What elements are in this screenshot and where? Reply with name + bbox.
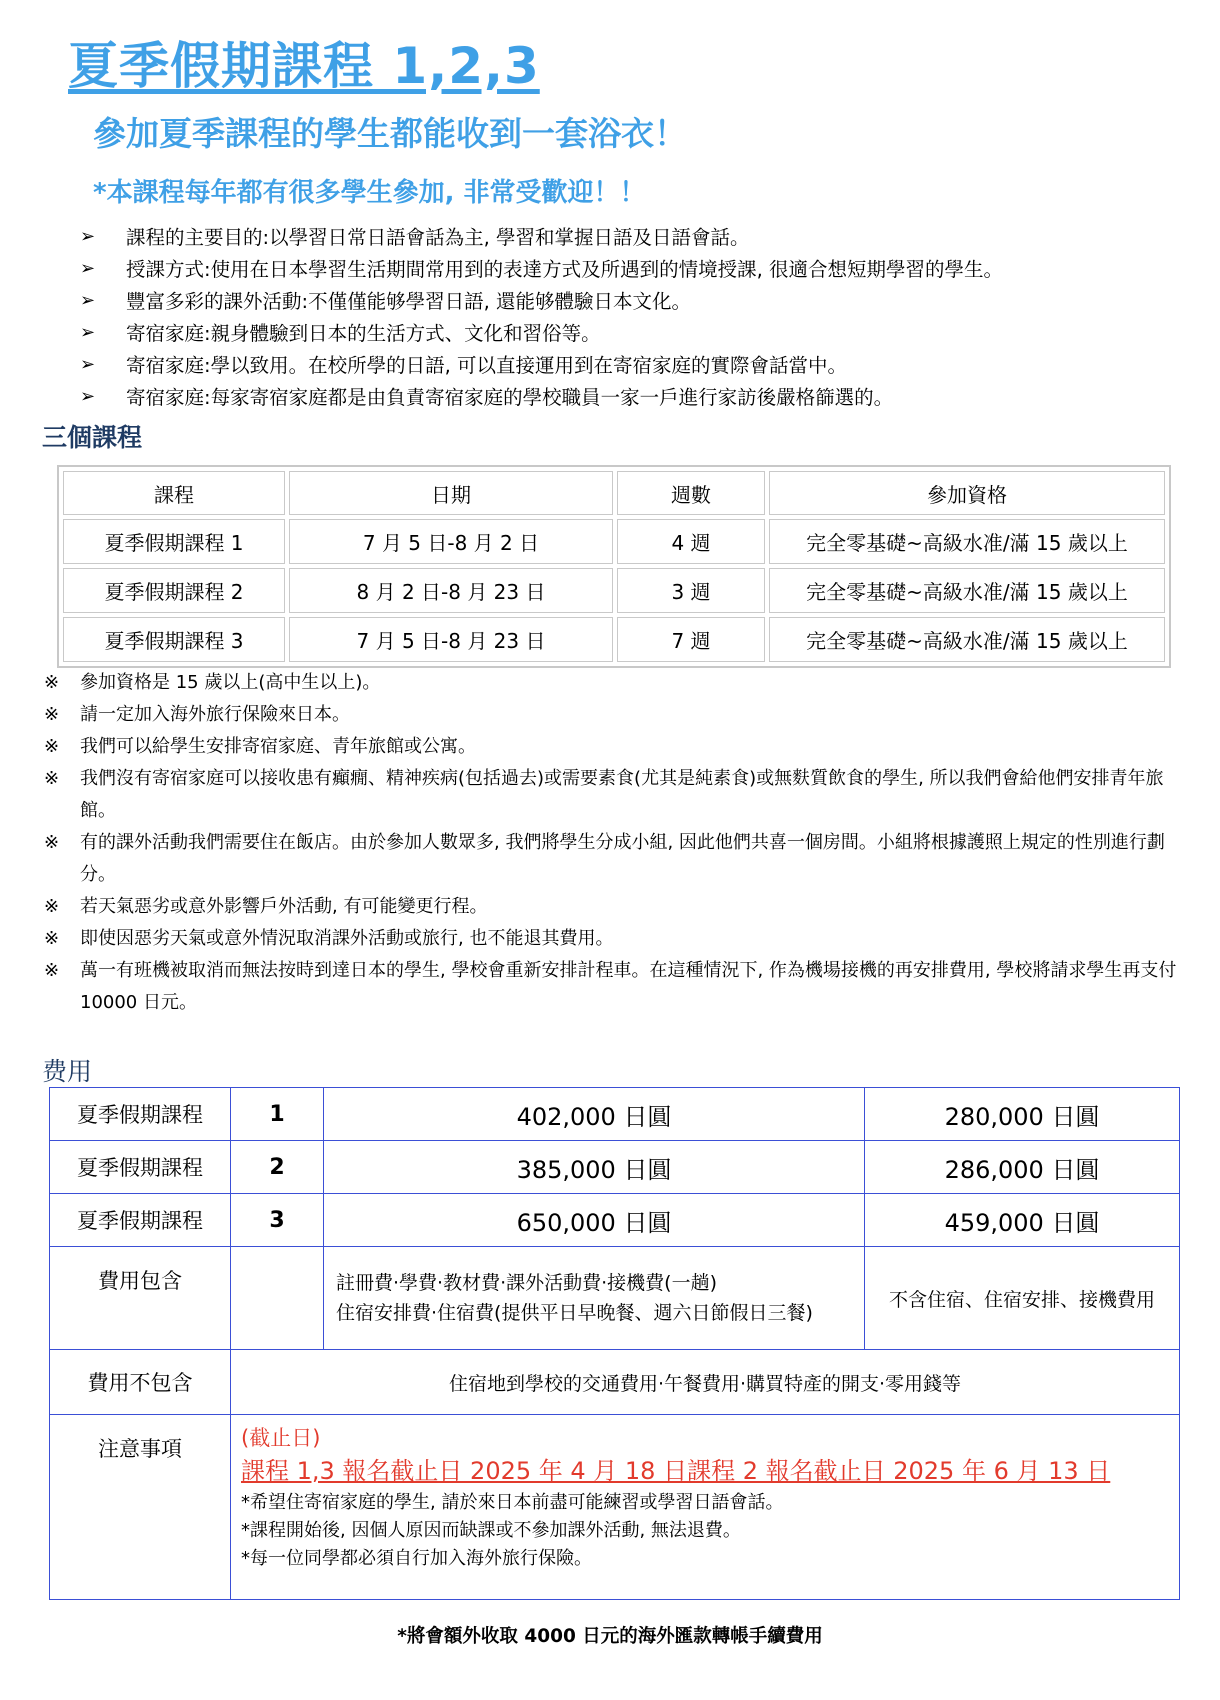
course-eligibility: 完全零基礎~高級水准/滿 15 歲以上	[769, 519, 1165, 564]
fee-notes-label: 注意事項	[50, 1415, 231, 1600]
page-title: 夏季假期課程 1,2,3	[68, 37, 540, 95]
table-row	[50, 1141, 1180, 1194]
header-eligibility: 參加資格	[769, 471, 1165, 515]
fee-course-number: 1	[231, 1088, 324, 1141]
popular-note: *本課程每年都有很多學生參加, 非常受歡迎！！	[93, 178, 646, 208]
feature-item: ➢ 寄宿家庭:每家寄宿家庭都是由負責寄宿家庭的學校職員一家一戶進行家訪後嚴格篩選的。	[80, 385, 894, 409]
fee-included-label: 費用包含	[50, 1247, 231, 1350]
fee-price-without-stay: 459,000 日圓	[865, 1194, 1180, 1247]
fee-excluded-text: 住宿地到學校的交通費用·午餐費用·購買特產的開支·零用錢等	[231, 1350, 1180, 1415]
reference-mark-icon: ※	[44, 736, 60, 757]
table-row	[63, 617, 1165, 662]
transfer-fee-footer: *將會額外收取 4000 日元的海外匯款轉帳手續費用	[397, 1626, 823, 1647]
course-dates: 7 月 5 日-8 月 2 日	[289, 519, 613, 564]
arrow-bullet-icon: ➢	[80, 289, 96, 311]
fee-included-row	[50, 1247, 1180, 1350]
note-item: ※ 我們可以給學生安排寄宿家庭、青年旅館或公寓。	[42, 731, 1192, 763]
course-features-list	[80, 220, 1200, 412]
course-eligibility: 完全零基礎~高級水准/滿 15 歲以上	[769, 617, 1165, 662]
note-item: ※ 參加資格是 15 歲以上(高中生以上)。	[42, 667, 1192, 699]
courses-section-title: 三個課程	[42, 423, 143, 452]
fee-included-details: 註冊費·學費·教材費·課外活動費·接機費(一趟) 住宿安排費·住宿費(提供平日早晚餐、週六日節假日三餐)	[324, 1247, 865, 1350]
course-weeks: 7 週	[617, 617, 765, 662]
fees-section-title: 费用	[42, 1057, 93, 1086]
fees-table	[49, 1087, 1180, 1600]
note-item: ※ 即使因惡劣天氣或意外情況取消課外活動或旅行, 也不能退其費用。	[42, 923, 1192, 955]
table-row	[63, 519, 1165, 564]
reference-mark-icon: ※	[44, 832, 60, 853]
fee-price-with-stay: 650,000 日圓	[324, 1194, 865, 1247]
arrow-bullet-icon: ➢	[80, 257, 96, 279]
course-name: 夏季假期課程 1	[63, 519, 285, 564]
yukata-subtitle: 參加夏季課程的學生都能收到一套浴衣！	[93, 114, 687, 153]
reference-mark-icon: ※	[44, 928, 60, 949]
reference-mark-icon: ※	[44, 672, 60, 693]
fee-note-line: *每一位同學都必須自行加入海外旅行保險。	[241, 1548, 592, 1569]
fee-note-line: *希望住寄宿家庭的學生, 請於來日本前盡可能練習或學習日語會話。	[241, 1492, 784, 1513]
fee-course-name: 夏季假期課程	[50, 1088, 231, 1141]
note-item: ※ 若天氣惡劣或意外影響戶外活動, 有可能變更行程。	[42, 891, 1192, 923]
note-item: ※ 有的課外活動我們需要住在飯店。由於參加人數眾多, 我們將學生分成小組, 因此他們共喜一個房間。小組將根據護照上規定的性別進行劃分。	[42, 827, 1192, 891]
feature-item: ➢ 豐富多彩的課外活動:不僅僅能够學習日語, 還能够體驗日本文化。	[80, 289, 691, 313]
courses-table	[57, 465, 1171, 668]
feature-item: ➢ 課程的主要目的:以學習日常日語會話為主, 學習和掌握日語及日語會話。	[80, 225, 750, 249]
fee-note-line: *課程開始後, 因個人原因而缺課或不參加課外活動, 無法退費。	[241, 1520, 741, 1541]
fee-price-without-stay: 286,000 日圓	[865, 1141, 1180, 1194]
fee-price-with-stay: 402,000 日圓	[324, 1088, 865, 1141]
reference-mark-icon: ※	[44, 896, 60, 917]
course-weeks: 4 週	[617, 519, 765, 564]
table-row	[63, 568, 1165, 613]
courses-header-row	[63, 471, 1165, 515]
arrow-bullet-icon: ➢	[80, 225, 96, 247]
note-item: ※ 萬一有班機被取消而無法按時到達日本的學生, 學校會重新安排計程車。在這種情況下, 作為機場接機的再安排費用, 學校將請求學生再支付 10000 日元。	[42, 955, 1192, 1019]
note-item: ※ 我們沒有寄宿家庭可以接收患有癲癇、精神疾病(包括過去)或需要素食(尤其是純素食)或無麩質飲食的學生, 所以我們會給他們安排青年旅館。	[42, 763, 1192, 827]
fee-price-with-stay: 385,000 日圓	[324, 1141, 865, 1194]
arrow-bullet-icon: ➢	[80, 385, 96, 407]
course-dates: 8 月 2 日-8 月 23 日	[289, 568, 613, 613]
reference-mark-icon: ※	[44, 704, 60, 725]
table-row	[50, 1194, 1180, 1247]
fee-excluded-row	[50, 1350, 1180, 1415]
fee-excluded-label: 費用不包含	[50, 1350, 231, 1415]
fee-course-number: 3	[231, 1194, 324, 1247]
arrow-bullet-icon: ➢	[80, 353, 96, 375]
course-eligibility: 完全零基礎~高級水准/滿 15 歲以上	[769, 568, 1165, 613]
course-name: 夏季假期課程 3	[63, 617, 285, 662]
fee-price-without-stay: 280,000 日圓	[865, 1088, 1180, 1141]
table-row	[50, 1088, 1180, 1141]
fee-course-name: 夏季假期課程	[50, 1194, 231, 1247]
course-weeks: 3 週	[617, 568, 765, 613]
header-dates: 日期	[289, 471, 613, 515]
notes-list	[42, 667, 1192, 1019]
fee-notes-row	[50, 1415, 1180, 1600]
fee-notes-content	[231, 1415, 1180, 1600]
reference-mark-icon: ※	[44, 960, 60, 981]
arrow-bullet-icon: ➢	[80, 321, 96, 343]
feature-item: ➢ 寄宿家庭:親身體驗到日本的生活方式、文化和習俗等。	[80, 321, 601, 345]
fee-course-name: 夏季假期課程	[50, 1141, 231, 1194]
reference-mark-icon: ※	[44, 768, 60, 789]
header-weeks: 週數	[617, 471, 765, 515]
fee-included-right: 不含住宿、住宿安排、接機費用	[865, 1247, 1180, 1350]
deadline-label: (截止日)	[241, 1426, 321, 1450]
empty-cell	[231, 1247, 324, 1350]
header-course: 課程	[63, 471, 285, 515]
note-item: ※ 請一定加入海外旅行保險來日本。	[42, 699, 1192, 731]
deadline-text: 課程 1,3 報名截止日 2025 年 4 月 18 日課程 2 報名截止日 2025 年 6 月 13 日	[241, 1457, 1111, 1485]
feature-item: ➢ 授課方式:使用在日本學習生活期間常用到的表達方式及所遇到的情境授課, 很適合想短期學習的學生。	[80, 257, 1003, 281]
course-dates: 7 月 5 日-8 月 23 日	[289, 617, 613, 662]
course-name: 夏季假期課程 2	[63, 568, 285, 613]
feature-item: ➢ 寄宿家庭:學以致用。在校所學的日語, 可以直接運用到在寄宿家庭的實際會話當中。	[80, 353, 847, 377]
fee-course-number: 2	[231, 1141, 324, 1194]
